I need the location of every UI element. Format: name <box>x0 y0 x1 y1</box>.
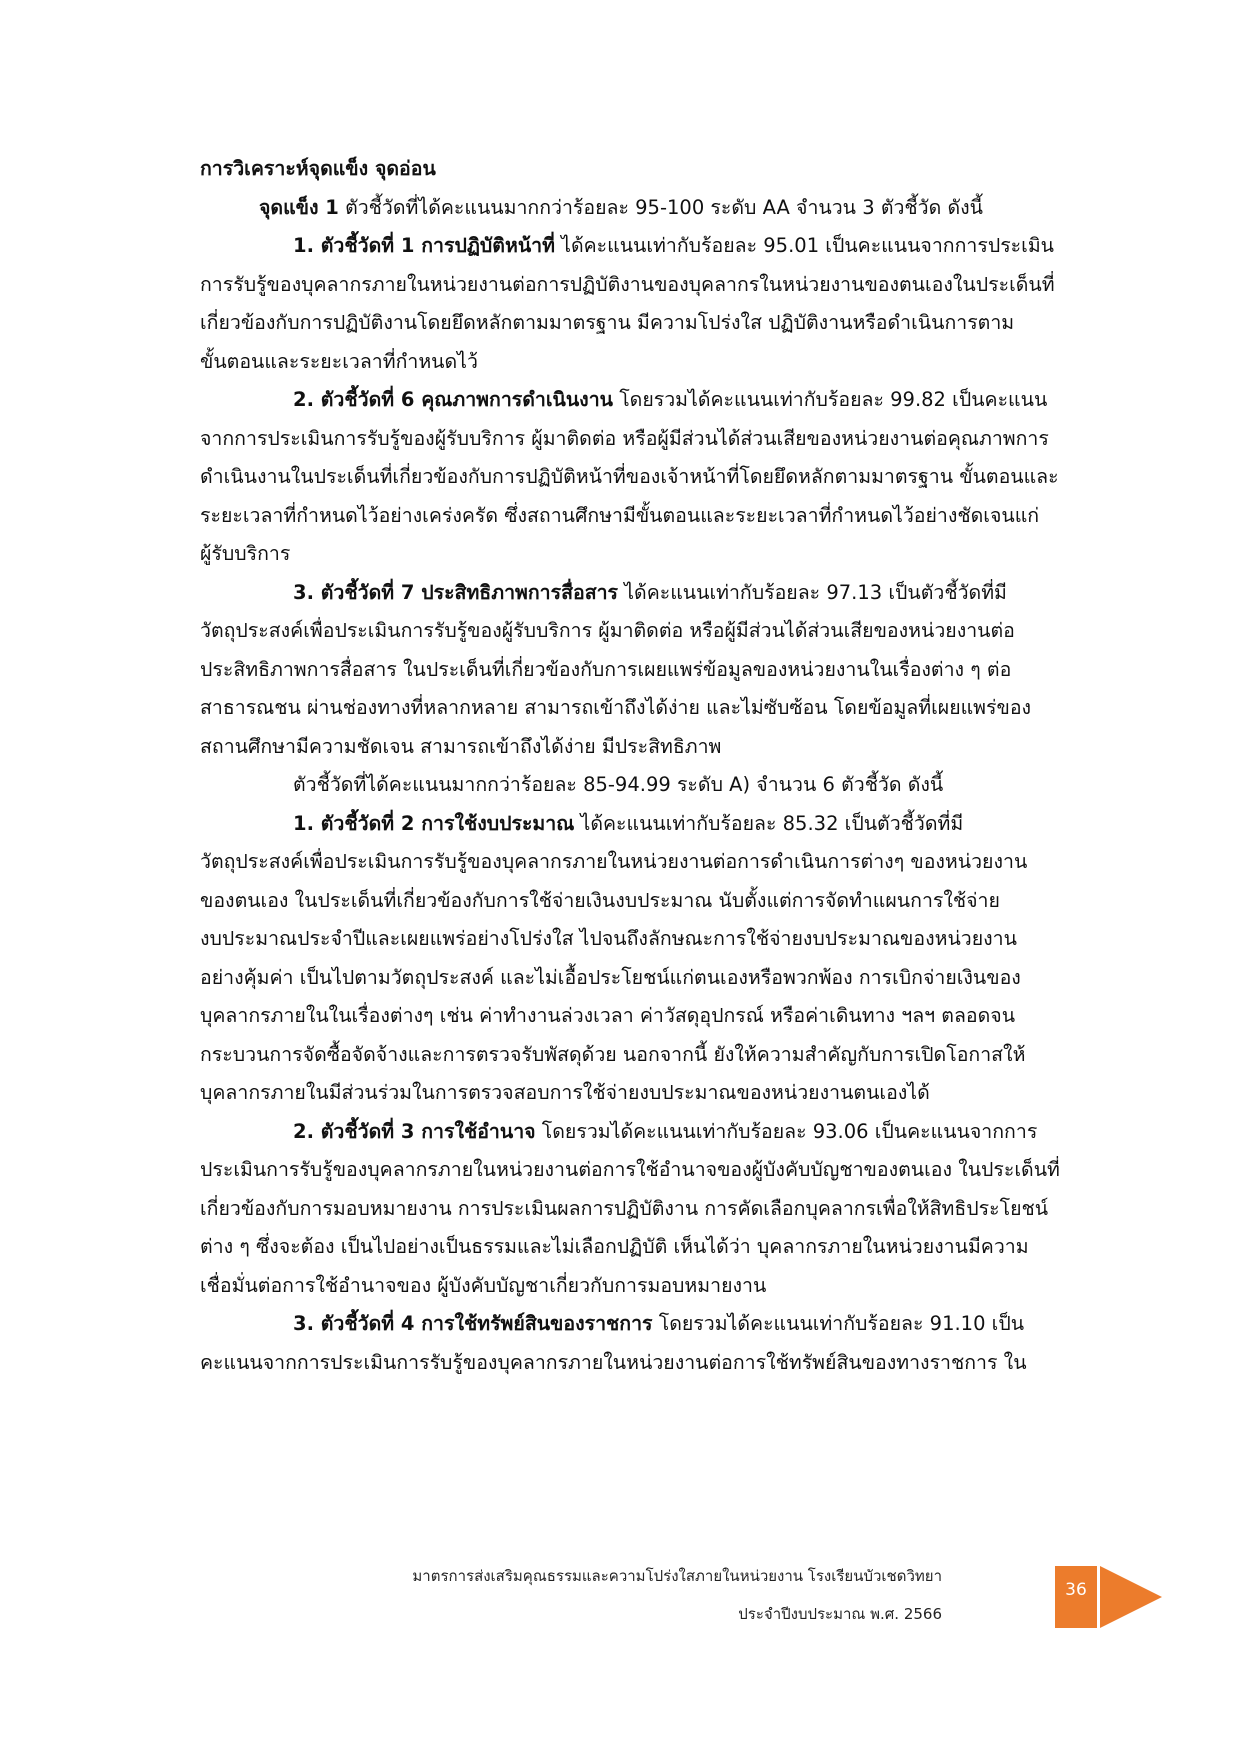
paragraph-line: ผู้รับบริการ <box>200 542 291 565</box>
paragraph-line: 1. ตัวชี้วัดที่ 2 การใช้งบประมาณ ได้คะแนนเท่ากับร้อยละ 85.32 เป็นตัวชี้วัดที่มี <box>293 811 964 835</box>
document-body <box>200 150 1100 1382</box>
paragraph-line: เกี่ยวข้องกับการมอบหมายงาน การประเมินผลการปฏิบัติงาน การคัดเลือกบุคลากรเพื่อให้สิทธิประโยชน์ <box>200 1196 1049 1220</box>
paragraph-line: 3. ตัวชี้วัดที่ 7 ประสิทธิภาพการสื่อสาร ได้คะแนนเท่ากับร้อยละ 97.13 เป็นตัวชี้วัดที่มี <box>293 580 1007 604</box>
paragraph-line: จุดแข็ง 1 ตัวชี้วัดที่ได้คะแนนมากกว่าร้อยละ 95-100 ระดับ AA จำนวน 3 ตัวชี้วัด ดังนี้ <box>259 195 983 219</box>
paragraph-line: ขั้นตอนและระยะเวลาที่กำหนดไว้ <box>200 349 478 373</box>
paragraph-line: 2. ตัวชี้วัดที่ 3 การใช้อำนาจ โดยรวมได้คะแนนเท่ากับร้อยละ 93.06 เป็นคะแนนจากการ <box>293 1119 1038 1143</box>
arrow-right-icon <box>1100 1566 1162 1628</box>
page-footer <box>412 1565 1040 1635</box>
paragraph-line: การรับรู้ของบุคลากรภายในหน่วยงานต่อการปฏิบัติงานของบุคลากรในหน่วยงานของตนเองในประเด็นที่ <box>200 272 1055 296</box>
paragraph-line: ระยะเวลาที่กำหนดไว้อย่างเคร่งครัด ซึ่งสถานศึกษามีขั้นตอนและระยะเวลาที่กำหนดไว้อย่างชัดเจนแก่ <box>200 503 1040 527</box>
paragraph-line: สาธารณชน ผ่านช่องทางที่หลากหลาย สามารถเข้าถึงได้ง่าย และไม่ซับซ้อน โดยข้อมูลที่เผยแพร่ของ <box>200 696 1032 719</box>
paragraph-line: บุคลากรภายในในเรื่องต่างๆ เช่น ค่าทำงานล่วงเวลา ค่าวัสดุอุปกรณ์ หรือค่าเดินทาง ฯลฯ ตลอดจน <box>200 1004 1016 1027</box>
paragraph-line: วัตถุประสงค์เพื่อประเมินการรับรู้ของผู้รับบริการ ผู้มาติดต่อ หรือผู้มีส่วนได้ส่วนเสียของหน่วยงานต่อ <box>200 619 1015 642</box>
paragraph-line: 2. ตัวชี้วัดที่ 6 คุณภาพการดำเนินงาน โดยรวมได้คะแนนเท่ากับร้อยละ 99.82 เป็นคะแนน <box>293 388 1048 411</box>
footer-fiscal-year: ประจำปีงบประมาณ พ.ศ. 2566 <box>738 1605 942 1623</box>
paragraph-line: ประเมินการรับรู้ของบุคลากรภายในหน่วยงานต่อการใช้อำนาจของผู้บังคับบัญชาของตนเอง ในประเด็นที่ <box>200 1158 1060 1181</box>
paragraph-line: 3. ตัวชี้วัดที่ 4 การใช้ทรัพย์สินของราชการ โดยรวมได้คะแนนเท่ากับร้อยละ 91.10 เป็น <box>293 1312 1025 1335</box>
paragraph-line: จากการประเมินการรับรู้ของผู้รับบริการ ผู้มาติดต่อ หรือผู้มีส่วนได้ส่วนเสียของหน่วยงานต่อคุณภาพการ <box>200 426 1049 450</box>
paragraph-line: งบประมาณประจำปีและเผยแพร่อย่างโปร่งใส ไปจนถึงลักษณะการใช้จ่ายงบประมาณของหน่วยงาน <box>200 927 1017 950</box>
paragraph-line: ตัวชี้วัดที่ได้คะแนนมากกว่าร้อยละ 85-94.99 ระดับ A) จำนวน 6 ตัวชี้วัด ดังนี้ <box>293 773 944 796</box>
paragraph-line: กระบวนการจัดซื้อจัดจ้างและการตรวจรับพัสดุด้วย นอกจากนี้ ยังให้ความสำคัญกับการเปิดโอกาสให้ <box>200 1042 1026 1066</box>
paragraph-line: บุคลากรภายในมีส่วนร่วมในการตรวจสอบการใช้จ่ายงบประมาณของหน่วยงานตนเองได้ <box>200 1081 930 1104</box>
page-number: 36 <box>1055 1566 1097 1628</box>
paragraph-line: สถานศึกษามีความชัดเจน สามารถเข้าถึงได้ง่าย มีประสิทธิภาพ <box>200 734 722 758</box>
paragraph-line: ของตนเอง ในประเด็นที่เกี่ยวข้องกับการใช้จ่ายเงินงบประมาณ นับตั้งแต่การจัดทำแผนการใช้จ่าย <box>200 888 1000 912</box>
paragraph-line: 1. ตัวชี้วัดที่ 1 การปฏิบัติหน้าที่ ได้คะแนนเท่ากับร้อยละ 95.01 เป็นคะแนนจากการประเมิน <box>293 234 1054 257</box>
paragraph-line: คะแนนจากการประเมินการรับรู้ของบุคลากรภายในหน่วยงานต่อการใช้ทรัพย์สินของทางราชการ ใน <box>200 1350 1027 1374</box>
paragraph-line: ดำเนินงานในประเด็นที่เกี่ยวข้องกับการปฏิบัติหน้าที่ของเจ้าหน้าที่โดยยึดหลักตามมาตรฐาน ขั้นตอนและ <box>200 465 1059 488</box>
paragraph-line: ต่าง ๆ ซึ่งจะต้อง เป็นไปอย่างเป็นธรรมและไม่เลือกปฏิบัติ เห็นได้ว่า บุคลากรภายในหน่วยงานมีความ <box>200 1235 1029 1258</box>
paragraph-line: เกี่ยวข้องกับการปฏิบัติงานโดยยึดหลักตามมาตรฐาน มีความโปร่งใส ปฏิบัติงานหรือดำเนินการตาม <box>200 311 1015 334</box>
paragraph-line: ประสิทธิภาพการสื่อสาร ในประเด็นที่เกี่ยวข้องกับการเผยแพร่ข้อมูลของหน่วยงานในเรื่องต่าง ๆ ต่อ <box>200 657 1012 681</box>
paragraph-line: วัตถุประสงค์เพื่อประเมินการรับรู้ของบุคลากรภายในหน่วยงานต่อการดำเนินการต่างๆ ของหน่วยงาน <box>200 850 1028 873</box>
footer-title: มาตรการส่งเสริมคุณธรรมและความโปร่งใสภายในหน่วยงาน โรงเรียนบัวเชดวิทยา <box>412 1567 942 1585</box>
section-heading: การวิเคราะห์จุดแข็ง จุดอ่อน <box>200 157 436 180</box>
paragraph-line: เชื่อมั่นต่อการใช้อำนาจของ ผู้บังคับบัญชาเกี่ยวกับการมอบหมายงาน <box>200 1273 767 1297</box>
paragraph-line: อย่างคุ้มค่า เป็นไปตามวัตถุประสงค์ และไม่เอื้อประโยชน์แก่ตนเองหรือพวกพ้อง การเบิกจ่ายเงินของ <box>200 965 1021 989</box>
